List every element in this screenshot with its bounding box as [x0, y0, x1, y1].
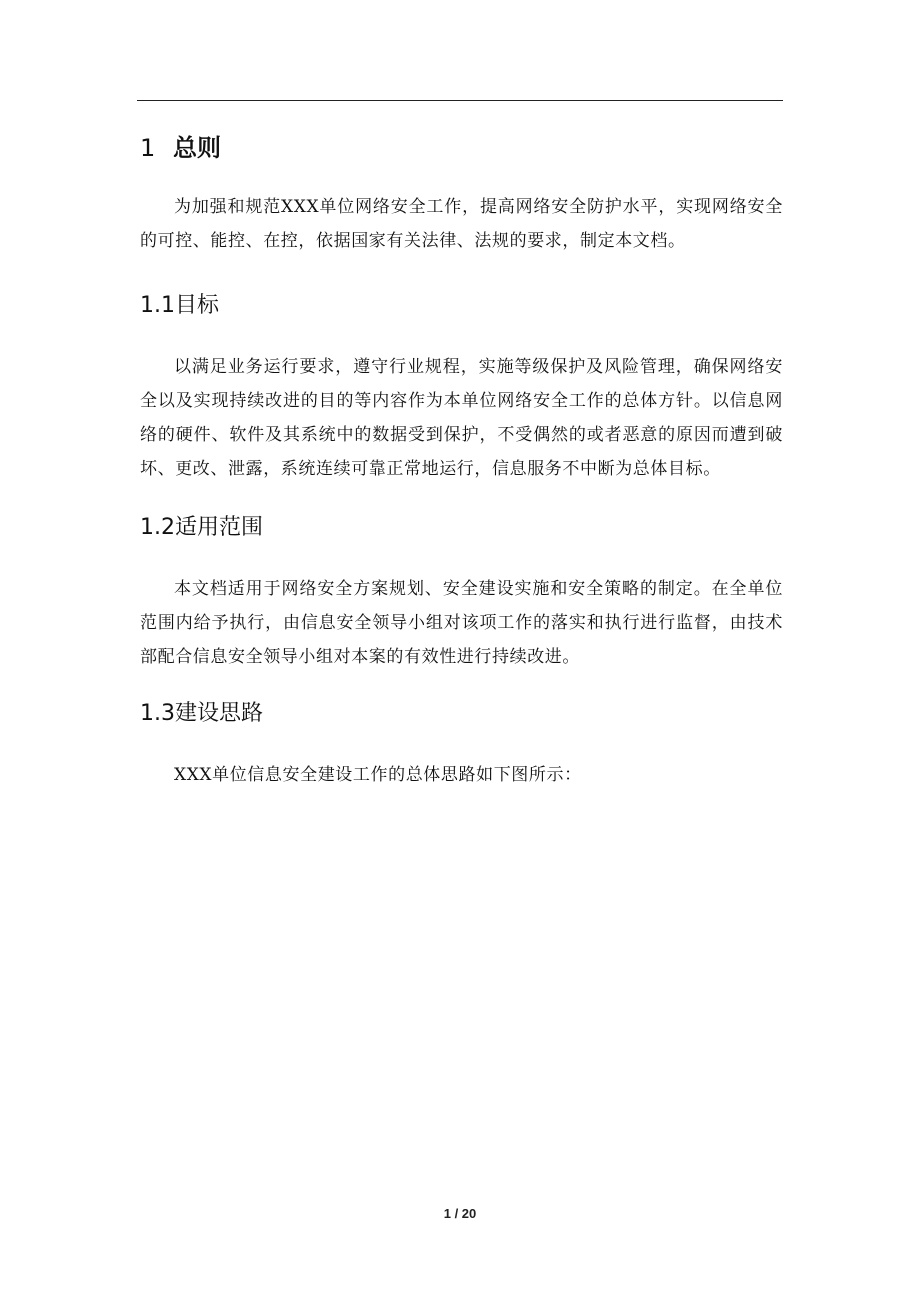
section-paragraph-approach: XXX单位信息安全建设工作的总体思路如下图所示： — [174, 765, 582, 785]
section-number: 1.2 — [140, 515, 175, 540]
section-paragraph-goal: 以满足业务运行要求，遵守行业规程，实施等级保护及风险管理，确保网络安全以及实现持续改进的目的等内容作为本单位网络安全工作的总体方针。以信息网络的硬件、软件及其系统中的数据受到保护，不受偶然的或者恶意的原因而遭到破坏、更改、泄露，系统连续可靠正常地运行，信息服务不中断为总体目标。 — [140, 357, 783, 479]
page-number-footer: 1 / 20 — [443, 1206, 477, 1221]
header-rule — [137, 100, 783, 101]
section-number: 1.1 — [140, 293, 175, 318]
document-body — [140, 126, 783, 792]
section-heading-goal — [140, 286, 783, 326]
chapter-heading — [140, 126, 783, 170]
section-number: 1.3 — [140, 701, 175, 726]
chapter-title: 总则 — [173, 134, 221, 162]
section-heading-scope — [140, 508, 783, 548]
section-title: 适用范围 — [175, 515, 264, 540]
section-title: 建设思路 — [175, 701, 264, 726]
section-title: 目标 — [175, 293, 220, 318]
section-paragraph-scope: 本文档适用于网络安全方案规划、安全建设实施和安全策略的制定。在全单位范围内给予执行，由信息安全领导小组对该项工作的落实和执行进行监督，由技术部配合信息安全领导小组对本案的有效性进行持续改进。 — [140, 579, 783, 667]
chapter-paragraph: 为加强和规范XXX单位网络安全工作，提高网络安全防护水平，实现网络安全的可控、能控、在控，依据国家有关法律、法规的要求，制定本文档。 — [140, 197, 783, 251]
section-heading-approach — [140, 694, 783, 734]
chapter-number: 1 — [140, 134, 156, 162]
